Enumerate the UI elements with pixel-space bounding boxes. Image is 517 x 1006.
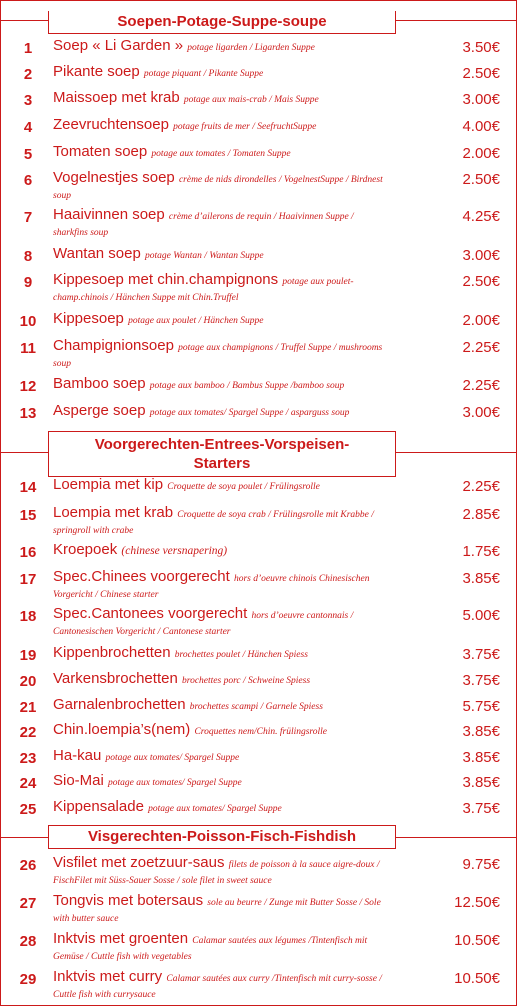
item-number: 11 xyxy=(20,340,36,357)
item-price: 3.75€ xyxy=(462,800,500,817)
item-name: Kippesoep xyxy=(53,310,124,327)
item-description xyxy=(53,894,388,926)
item-subtitle: potage aux mais-crab / Mais Suppe xyxy=(183,95,319,105)
item-number: 18 xyxy=(19,608,37,625)
item-subtitle: potage fruits de mer / SeefruchtSuppe xyxy=(173,122,317,132)
item-subtitle: brochettes porc / Schweine Spiess xyxy=(181,676,311,686)
item-name: Kippenbrochetten xyxy=(53,644,171,661)
item-description xyxy=(53,91,388,107)
item-name: Loempia met krab xyxy=(53,504,174,521)
item-name: Garnalenbrochetten xyxy=(53,696,186,713)
item-number: 19 xyxy=(19,647,37,664)
item-subtitle: potage piquant / Pikante Suppe xyxy=(143,69,264,79)
item-number: 28 xyxy=(19,933,37,950)
item-price: 2.85€ xyxy=(462,506,500,523)
section-title-starters xyxy=(48,431,396,477)
item-description xyxy=(53,208,388,240)
item-description xyxy=(53,273,388,305)
item-description xyxy=(53,145,388,161)
item-price: 5.00€ xyxy=(462,607,500,624)
item-price: 10.50€ xyxy=(454,970,500,987)
item-number: 23 xyxy=(19,750,37,767)
item-price: 2.25€ xyxy=(462,377,500,394)
item-number: 17 xyxy=(19,571,37,588)
item-subtitle: crème de nids dirondelles / VogelnestSuppe / Birdnest soup xyxy=(53,175,383,201)
item-subtitle: potage aux tomates / Tomaten Suppe xyxy=(151,149,291,159)
item-name: Kippesoep met chin.champignons xyxy=(53,271,279,288)
item-subtitle: brochettes poulet / Hänchen Spiess xyxy=(174,650,308,660)
item-name: Inktvis met groenten xyxy=(53,930,189,947)
item-name: Wantan soep xyxy=(53,245,141,262)
item-price: 12.50€ xyxy=(454,894,500,911)
section-title-line: Starters xyxy=(193,455,251,472)
item-description xyxy=(53,723,388,739)
item-number: 9 xyxy=(23,274,33,291)
item-description xyxy=(53,247,388,263)
item-name: Pikante soep xyxy=(53,63,140,80)
item-description xyxy=(53,506,388,538)
item-subtitle: (chinese versnapering) xyxy=(121,545,228,557)
item-price: 2.25€ xyxy=(462,339,500,356)
item-subtitle: hors d’oeuvre chinois Chinesischen Vorgericht / Chinese starter xyxy=(53,574,370,600)
item-subtitle: Croquette de soya crab / Frülingsrolle mit Krabbe / springroll with crabe xyxy=(53,510,374,536)
item-description xyxy=(53,171,388,203)
item-price: 3.50€ xyxy=(462,39,500,56)
item-number: 13 xyxy=(19,405,37,422)
item-description xyxy=(53,774,388,790)
item-price: 2.50€ xyxy=(462,273,500,290)
item-number: 26 xyxy=(19,857,37,874)
item-description xyxy=(53,339,388,371)
item-subtitle: crème d’ailerons de requin / Haaivinnen Suppe / sharkfins soup xyxy=(53,212,354,238)
item-subtitle: potage aux tomates/ Spargel Suppe xyxy=(148,804,282,814)
item-description xyxy=(53,856,388,888)
item-price: 2.50€ xyxy=(462,171,500,188)
item-price: 3.00€ xyxy=(462,91,500,108)
item-subtitle: Croquettes nem/Chin. frülingsrolle xyxy=(194,727,328,737)
item-description xyxy=(53,646,388,662)
item-description xyxy=(53,607,388,639)
item-price: 3.85€ xyxy=(462,749,500,766)
item-name: Soep « Li Garden » xyxy=(53,37,184,54)
section-title-line: Voorgerechten-Entrees-Vorspeisen- xyxy=(94,436,350,453)
item-price: 2.00€ xyxy=(462,312,500,329)
item-name: Bamboo soep xyxy=(53,375,146,392)
item-subtitle: potage aux tomates/ Spargel Suppe xyxy=(105,753,240,763)
item-subtitle: potage aux tomates/ Spargel Suppe / asparguss soup xyxy=(149,408,350,418)
item-number: 5 xyxy=(23,146,33,163)
item-subtitle: Calamar sautées aux légumes /Tintenfisch mit Gemüse / Cuttle fish with vegetables xyxy=(53,936,368,962)
item-number: 27 xyxy=(19,895,37,912)
item-description xyxy=(53,672,388,688)
item-name: Tomaten soep xyxy=(53,143,148,160)
item-number: 29 xyxy=(19,971,37,988)
item-price: 3.85€ xyxy=(462,723,500,740)
item-number: 21 xyxy=(19,699,37,716)
item-subtitle: potage aux poulet-champ.chinois / Hänchen Suppe mit Chin.Truffel xyxy=(53,277,354,303)
item-description xyxy=(53,970,388,1002)
item-price: 3.00€ xyxy=(462,247,500,264)
item-price: 10.50€ xyxy=(454,932,500,949)
item-name: Sio-Mai xyxy=(53,772,104,789)
item-number: 10 xyxy=(19,313,37,330)
item-name: Inktvis met curry xyxy=(53,968,163,985)
item-number: 12 xyxy=(19,378,37,395)
item-name: Asperge soep xyxy=(53,402,146,419)
item-name: Kroepoek xyxy=(53,541,118,558)
item-name: Vogelnestjes soep xyxy=(53,169,175,186)
item-description xyxy=(53,932,388,964)
item-name: Varkensbrochetten xyxy=(53,670,178,687)
item-subtitle: sole au beurre / Zunge mit Butter Sosse / Sole with butter sauce xyxy=(53,898,381,924)
item-subtitle: potage Wantan / Wantan Suppe xyxy=(145,251,264,261)
item-price: 3.75€ xyxy=(462,646,500,663)
item-price: 3.85€ xyxy=(462,570,500,587)
item-description xyxy=(53,698,388,714)
item-price: 3.75€ xyxy=(462,672,500,689)
item-subtitle: brochettes scampi / Garnele Spiess xyxy=(189,702,323,712)
item-price: 2.50€ xyxy=(462,65,500,82)
item-number: 7 xyxy=(23,209,33,226)
item-number: 25 xyxy=(19,801,37,818)
item-description xyxy=(53,543,388,558)
item-subtitle: potage aux champignons / Truffel Suppe / mushrooms soup xyxy=(53,343,383,369)
item-name: Haaivinnen soep xyxy=(53,206,165,223)
item-name: Kippensalade xyxy=(53,798,144,815)
item-description xyxy=(53,312,388,328)
item-number: 14 xyxy=(19,479,37,496)
item-price: 9.75€ xyxy=(462,856,500,873)
item-number: 22 xyxy=(19,724,37,741)
item-number: 15 xyxy=(19,507,37,524)
item-subtitle: Calamar sautées aux curry /Tintenfisch mit curry-sosse / Cuttle fish with currysauce xyxy=(53,974,382,1000)
item-subtitle: filets de poisson à la sauce aigre-doux / FischFilet mit Süss-Sauer Sosse / sole filet in sweet sauce xyxy=(53,860,380,886)
item-price: 2.25€ xyxy=(462,478,500,495)
item-price: 3.85€ xyxy=(462,774,500,791)
item-name: Ha-kau xyxy=(53,747,102,764)
item-name: Tongvis met botersaus xyxy=(53,892,204,909)
item-name: Maissoep met krab xyxy=(53,89,180,106)
item-description xyxy=(53,377,388,393)
item-name: Champignionsoep xyxy=(53,337,174,354)
item-subtitle: potage aux tomates/ Spargel Suppe xyxy=(108,778,242,788)
item-number: 6 xyxy=(23,172,33,189)
item-number: 4 xyxy=(23,119,33,136)
item-number: 3 xyxy=(23,92,33,109)
item-description xyxy=(53,570,388,602)
item-number: 2 xyxy=(23,66,33,83)
item-name: Chin.loempia’s(nem) xyxy=(53,721,191,738)
item-number: 24 xyxy=(19,775,37,792)
item-description xyxy=(53,478,388,494)
item-number: 16 xyxy=(19,544,37,561)
item-name: Visfilet met zoetzuur-saus xyxy=(53,854,225,871)
item-description xyxy=(53,404,388,420)
item-subtitle: potage aux poulet / Hänchen Suppe xyxy=(128,316,264,326)
item-name: Spec.Chinees voorgerecht xyxy=(53,568,230,585)
item-price: 5.75€ xyxy=(462,698,500,715)
item-price: 4.00€ xyxy=(462,118,500,135)
item-name: Zeevruchtensoep xyxy=(53,116,169,133)
section-title-fish: Visgerechten-Poisson-Fisch-Fishdish xyxy=(48,825,396,849)
item-description xyxy=(53,65,388,81)
item-price: 1.75€ xyxy=(462,543,500,560)
item-price: 2.00€ xyxy=(462,145,500,162)
item-subtitle: Croquette de soya poulet / Frülingsrolle xyxy=(167,482,320,492)
section-title-soups: Soepen-Potage-Suppe-soupe xyxy=(48,11,396,34)
item-number: 1 xyxy=(23,40,33,57)
item-description xyxy=(53,749,388,765)
item-price: 4.25€ xyxy=(462,208,500,225)
item-price: 3.00€ xyxy=(462,404,500,421)
item-subtitle: potage ligarden / Ligarden Suppe xyxy=(187,43,315,53)
item-subtitle: potage aux bamboo / Bambus Suppe /bamboo soup xyxy=(149,381,345,391)
item-description xyxy=(53,800,388,816)
item-description xyxy=(53,39,388,55)
item-name: Spec.Cantonees voorgerecht xyxy=(53,605,248,622)
item-name: Loempia met kip xyxy=(53,476,164,493)
item-description xyxy=(53,118,388,134)
item-subtitle: hors d’oeuvre cantonnais / Cantonesischen Vorgericht / Cantonese starter xyxy=(53,611,354,637)
item-number: 8 xyxy=(23,248,33,265)
item-number: 20 xyxy=(19,673,37,690)
